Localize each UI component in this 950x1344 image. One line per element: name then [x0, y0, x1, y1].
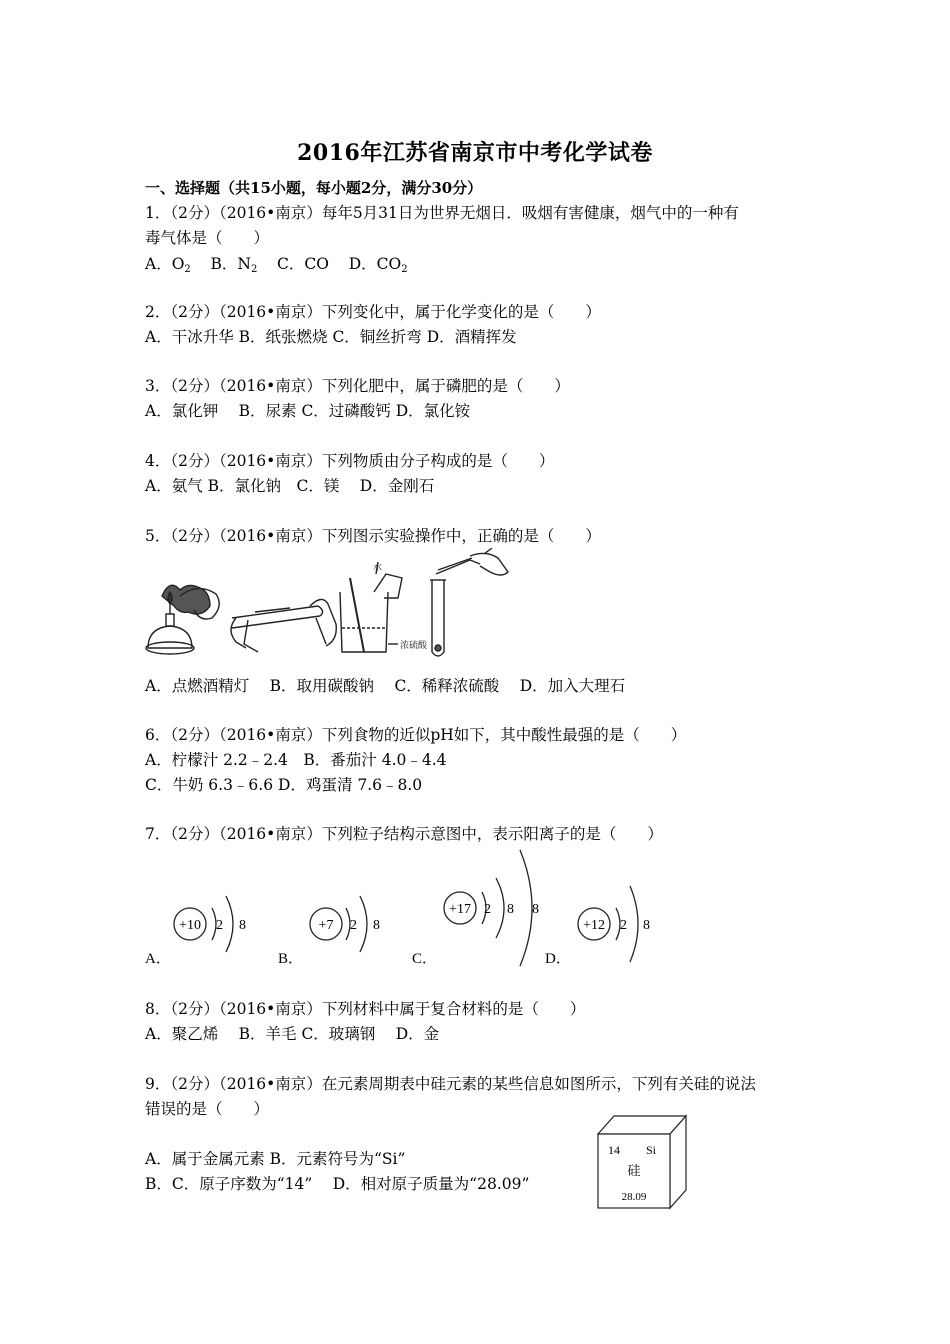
q1-option-a: A．$O_2$ [145, 255, 191, 275]
silicon-element-card [594, 1110, 690, 1210]
atom-c-shell-2: 8 [507, 902, 514, 917]
q2-options: A．干冰升华 B．纸张燃烧 C．铜丝折弯 D．酒精挥发 [145, 328, 517, 346]
atom-b-label: B． [278, 951, 304, 967]
q1-options [145, 254, 408, 280]
element-symbol: Si [646, 1143, 657, 1157]
section-heading: 一、选择题（共15小题，每小题2分，满分30分） [145, 179, 483, 197]
q6-options-line2: C．牛奶 6.3﹣6.6 D．鸡蛋清 7.6﹣8.0 [145, 776, 423, 794]
atom-c-shell-1: 2 [484, 902, 491, 917]
acid-label: 浓硫酸 [400, 641, 428, 651]
q1-option-c: C．CO [277, 255, 329, 273]
atom-diagrams [140, 846, 680, 972]
atom-b-nucleus: +7 [318, 918, 334, 933]
q1-option-b: B．$N_2$ [210, 255, 258, 275]
atom-diagram-a [145, 896, 246, 967]
vertical-tube-figure [430, 548, 508, 656]
q1-option-d: D．$CO_2$ [348, 255, 408, 275]
q9-options-line1: A．属于金属元素 B．元素符号为“Si” [145, 1150, 406, 1168]
atom-b-shell-2: 8 [373, 918, 380, 933]
element-mass: 28.09 [621, 1191, 647, 1203]
q7-stem: 7．（2分）（2016•南京）下列粒子结构示意图中，表示阳离子的是（ ） [145, 825, 663, 843]
q9-options-line2: B．C．原子序数为“14” D．相对原子质量为“28.09” [145, 1175, 530, 1193]
atom-a-shell-1: 2 [216, 918, 223, 933]
atom-c-nucleus: +17 [449, 902, 471, 917]
q5-options: A．点燃酒精灯 B．取用碳酸钠 C．稀释浓硫酸 D．加入大理石 [145, 677, 626, 695]
q3-stem: 3．（2分）（2016•南京）下列化肥中，属于磷肥的是（ ） [145, 377, 570, 395]
element-number: 14 [608, 1143, 620, 1157]
q4-options: A．氨气 B．氯化钠 C．镁 D．金刚石 [145, 477, 435, 495]
page-title: 2016年江苏省南京市中考化学试卷 [297, 140, 653, 166]
atom-d-shell-2: 8 [643, 918, 650, 933]
lab-operations-figure [140, 548, 510, 664]
q4-stem: 4．（2分）（2016•南京）下列物质由分子构成的是（ ） [145, 452, 555, 470]
atom-a-shell-2: 8 [239, 918, 246, 933]
atom-c-label: C． [412, 951, 438, 967]
q1-stem-line2: 毒气体是（ ） [145, 229, 270, 247]
dilution-figure [340, 561, 428, 652]
q9-stem-line1: 9．（2分）（2016•南京）在元素周期表中硅元素的某些信息如图所示，下列有关硅的说法 [145, 1075, 756, 1093]
q6-options-line1: A．柠檬汁 2.2﹣2.4 B．番茄汁 4.0﹣4.4 [145, 751, 447, 769]
element-name: 硅 [627, 1163, 641, 1178]
atom-diagram-d [545, 886, 650, 967]
q8-stem: 8．（2分）（2016•南京）下列材料中属于复合材料的是（ ） [145, 1000, 586, 1018]
q3-options: A．氯化钾 B．尿素 C．过磷酸钙 D．氯化铵 [145, 402, 471, 420]
q5-stem: 5．（2分）（2016•南京）下列图示实验操作中，正确的是（ ） [145, 527, 601, 545]
atom-a-nucleus: +10 [179, 918, 201, 933]
q8-options: A．聚乙烯 B．羊毛 C．玻璃钢 D．金 [145, 1025, 440, 1043]
q1-stem-line1: 1．（2分）（2016•南京）每年5月31日为世界无烟日．吸烟有害健康，烟气中的一种有 [145, 204, 739, 222]
water-label: 水 [373, 563, 383, 573]
alcohol-lamp-figure [146, 585, 219, 654]
q2-stem: 2．（2分）（2016•南京）下列变化中，属于化学变化的是（ ） [145, 303, 601, 321]
atom-diagram-c [412, 850, 539, 967]
q9-stem-line2: 错误的是（ ） [145, 1100, 270, 1118]
atom-d-label: D． [545, 951, 571, 967]
q6-stem: 6．（2分）（2016•南京）下列食物的近似pH如下，其中酸性最强的是（ ） [145, 726, 687, 744]
test-tube-horizontal-figure [231, 599, 336, 652]
atom-a-label: A． [145, 951, 171, 967]
atom-c-shell-3: 8 [532, 902, 539, 917]
atom-diagram-b [278, 896, 380, 967]
atom-b-shell-1: 2 [350, 918, 357, 933]
atom-d-shell-1: 2 [620, 918, 627, 933]
atom-d-nucleus: +12 [583, 918, 605, 933]
